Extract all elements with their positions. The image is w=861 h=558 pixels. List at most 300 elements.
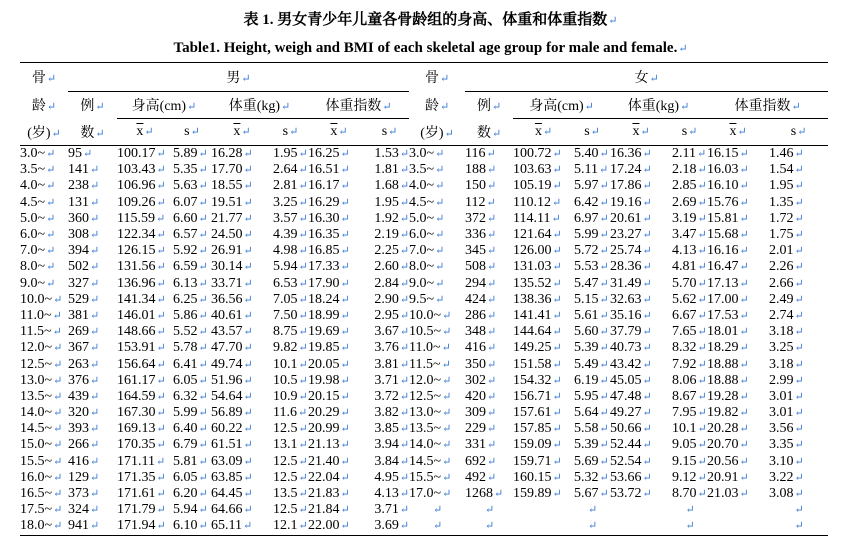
- male-bmi-mean: 19.98↵: [308, 372, 350, 388]
- female-weight-sd: 3.19↵: [672, 210, 707, 226]
- female-age-group: 14.5~↵: [409, 453, 452, 469]
- female-bmi-sd: 1.72↵: [769, 210, 804, 226]
- female-height-mean: 159.09↵: [513, 437, 562, 453]
- male-age-group: 13.5~↵: [20, 388, 63, 404]
- table-row: [20, 308, 828, 324]
- female-weight-mean: 49.27↵: [610, 405, 652, 421]
- male-age-group: 10.0~↵: [20, 291, 63, 307]
- female-weight-mean: 32.63↵: [610, 291, 652, 307]
- male-height-mean: 109.26↵: [117, 194, 166, 210]
- male-bmi-sd: 3.85↵: [374, 421, 410, 437]
- female-age-group: 7.0~↵: [409, 243, 445, 259]
- female-bmi-mean: 17.13↵: [707, 275, 749, 291]
- male-header: 男↵: [68, 63, 409, 92]
- female-height-sd: 5.69↵: [574, 453, 609, 469]
- male-weight-mean: 63.09↵: [211, 453, 253, 469]
- female-count: ↵: [484, 504, 495, 517]
- male-height-sd: 5.35↵: [173, 162, 208, 178]
- female-height-sd: 6.97↵: [574, 210, 609, 226]
- male-age-group: 4.5~↵: [20, 194, 56, 210]
- male-bmi-mean: 19.85↵: [308, 340, 350, 356]
- male-height-sd: 6.40↵: [173, 421, 208, 437]
- male-height-sd: 6.20↵: [173, 486, 208, 502]
- female-bmi-mean-header: $\overline{x}↵$: [707, 119, 769, 146]
- male-weight-sd: 10.5↵: [273, 372, 308, 388]
- male-height-sd: 5.78↵: [173, 340, 208, 356]
- male-bmi-mean: 21.40↵: [308, 453, 350, 469]
- female-height-sd: 5.47↵: [574, 275, 609, 291]
- male-age-group: 13.0~↵: [20, 372, 63, 388]
- male-weight-sd: 12.5↵: [273, 502, 308, 518]
- male-age-group: 8.0~↵: [20, 259, 56, 275]
- female-bmi-mean: 19.82↵: [707, 405, 749, 421]
- female-height-sd: ↵: [587, 520, 598, 533]
- male-bmi-mean: 16.51↵: [308, 162, 350, 178]
- female-weight-sd: 8.06↵: [672, 372, 707, 388]
- male-bmi-sd: 2.19↵: [374, 227, 410, 243]
- female-count: 372↵: [465, 210, 497, 226]
- table-row: [20, 292, 828, 308]
- female-weight-sd: 5.62↵: [672, 291, 707, 307]
- female-weight-mean-header: $\overline{x}↵$: [610, 119, 672, 146]
- female-height-sd: 5.60↵: [574, 324, 609, 340]
- table-row: [20, 437, 828, 453]
- male-height-sd: 6.25↵: [173, 291, 208, 307]
- male-weight-mean: 61.51↵: [211, 437, 253, 453]
- female-weight-mean: 52.44↵: [610, 437, 652, 453]
- female-bmi-sd: 2.26↵: [769, 259, 804, 275]
- female-bmi-mean: 18.29↵: [707, 340, 749, 356]
- male-age-group: 3.5~↵: [20, 162, 56, 178]
- female-bmi-sd: 3.10↵: [769, 453, 804, 469]
- female-height-mean: 141.41↵: [513, 307, 562, 323]
- male-count: 439↵: [68, 388, 100, 404]
- male-weight-mean-header: $\overline{x}↵$: [211, 119, 273, 146]
- female-weight-sd: 6.67↵: [672, 307, 707, 323]
- male-bmi-mean: 20.29↵: [308, 405, 350, 421]
- male-weight-mean: 26.91↵: [211, 243, 253, 259]
- female-height-sd: 6.42↵: [574, 194, 609, 210]
- table-row: [20, 518, 828, 535]
- male-bmi-sd: 3.82↵: [374, 405, 410, 421]
- table-row: [20, 162, 828, 178]
- male-weight-sd: 7.50↵: [273, 307, 308, 323]
- table-row: [20, 373, 828, 389]
- female-bmi-mean: 16.15↵: [707, 146, 749, 162]
- male-bmi-mean: 18.24↵: [308, 291, 350, 307]
- female-height-sd: 5.32↵: [574, 469, 609, 485]
- female-count: 508↵: [465, 259, 497, 275]
- male-height-sd: 5.81↵: [173, 453, 208, 469]
- female-bmi-mean: 20.28↵: [707, 421, 749, 437]
- male-weight-sd: 3.25↵: [273, 194, 308, 210]
- male-height-sd: 6.59↵: [173, 259, 208, 275]
- male-weight-mean: 36.56↵: [211, 291, 253, 307]
- female-height-mean: 121.64↵: [513, 227, 562, 243]
- male-count: 263↵: [68, 356, 100, 372]
- male-bmi-sd: 3.76↵: [374, 340, 410, 356]
- male-age-group: 11.0~↵: [20, 307, 62, 323]
- female-height-sd: 5.39↵: [574, 437, 609, 453]
- female-bmi-sd: 3.25↵: [769, 340, 804, 356]
- female-age-group: 3.0~↵: [409, 146, 445, 162]
- male-bmi-mean: 21.83↵: [308, 486, 350, 502]
- female-height-mean: 105.19↵: [513, 178, 562, 194]
- male-weight-sd: 6.53↵: [273, 275, 308, 291]
- female-count-label-char-1: 例↵: [476, 99, 502, 115]
- female-weight-mean: 47.48↵: [610, 388, 652, 404]
- male-bmi-mean: 18.99↵: [308, 307, 350, 323]
- male-height-sd: 6.41↵: [173, 356, 208, 372]
- female-bmi-mean: 15.76↵: [707, 194, 749, 210]
- female-age-group: 17.0~↵: [409, 486, 452, 502]
- male-height-mean: 100.17↵: [117, 146, 166, 162]
- female-count: 294↵: [465, 275, 497, 291]
- female-header: 女↵: [465, 63, 828, 92]
- male-bmi-sd: 3.94↵: [374, 437, 410, 453]
- male-age-group: 5.0~↵: [20, 210, 56, 226]
- male-bmi-mean: 16.30↵: [308, 210, 350, 226]
- male-weight-mean: 56.89↵: [211, 405, 253, 421]
- male-height-sd: 6.57↵: [173, 227, 208, 243]
- female-bmi-mean: 16.03↵: [707, 162, 749, 178]
- male-count: 324↵: [68, 502, 100, 518]
- male-height-sd: 5.86↵: [173, 307, 208, 323]
- male-height-sd-header: s↵: [173, 119, 211, 146]
- female-height-sd: 5.67↵: [574, 486, 609, 502]
- female-bmi-mean: 15.81↵: [707, 210, 749, 226]
- female-weight-sd: 10.1↵: [672, 421, 707, 437]
- female-weight-sd: ↵: [685, 504, 695, 517]
- female-weight-mean: 53.72↵: [610, 486, 652, 502]
- male-age-group: 16.0~↵: [20, 469, 63, 485]
- female-height-mean: 100.72↵: [513, 146, 562, 162]
- female-weight-mean: 43.42↵: [610, 356, 652, 372]
- female-weight-sd: ↵: [685, 520, 695, 533]
- female-weight-mean: 52.54↵: [610, 453, 652, 469]
- male-height-mean: 148.66↵: [117, 324, 166, 340]
- male-bmi-sd: 2.90↵: [374, 291, 410, 307]
- male-weight-mean: 40.61↵: [211, 307, 253, 323]
- male-count: 367↵: [68, 340, 100, 356]
- female-bmi-sd: 2.66↵: [769, 275, 804, 291]
- female-age-group: 14.0~↵: [409, 437, 452, 453]
- female-bmi-mean: 21.03↵: [707, 486, 749, 502]
- male-age-group: 11.5~↵: [20, 324, 62, 340]
- male-weight-sd: 13.5↵: [273, 486, 308, 502]
- female-weight-mean: 20.61↵: [610, 210, 652, 226]
- male-bmi-sd: 1.81↵: [374, 162, 410, 178]
- male-count: 376↵: [68, 372, 100, 388]
- male-bmi-header: 体重指数↵: [308, 92, 409, 119]
- female-bmi-mean: [707, 518, 769, 535]
- table-row: [20, 227, 828, 243]
- male-height-sd: 6.05↵: [173, 469, 208, 485]
- female-count: 345↵: [465, 243, 497, 259]
- female-height-sd: 5.15↵: [574, 291, 609, 307]
- female-weight-mean: [610, 502, 672, 518]
- female-bmi-mean: 20.91↵: [707, 469, 749, 485]
- female-age-group: 3.5~↵: [409, 162, 445, 178]
- female-weight-mean: 31.49↵: [610, 275, 652, 291]
- male-bmi-sd: 3.71↵: [374, 502, 410, 518]
- male-weight-sd: 12.5↵: [273, 453, 308, 469]
- male-age-group: 18.0~↵: [20, 518, 63, 534]
- female-weight-sd: 7.92↵: [672, 356, 707, 372]
- male-bmi-sd: 1.68↵: [374, 178, 410, 194]
- female-count-label-char-2: 数↵: [465, 119, 513, 146]
- male-height-sd: 6.10↵: [173, 518, 208, 534]
- male-weight-sd: 3.57↵: [273, 210, 308, 226]
- male-bmi-mean-header: $\overline{x}↵$: [308, 119, 370, 146]
- female-weight-mean: 28.36↵: [610, 259, 652, 275]
- female-height-mean: [513, 502, 574, 518]
- male-weight-sd: 11.6↵: [273, 405, 308, 421]
- male-height-sd: 5.92↵: [173, 243, 208, 259]
- male-count: 360↵: [68, 210, 100, 226]
- female-height-sd: 6.19↵: [574, 372, 609, 388]
- male-height-mean: 171.11↵: [117, 453, 166, 469]
- male-bmi-sd: 1.53↵: [374, 146, 410, 162]
- male-weight-sd: 2.64↵: [273, 162, 308, 178]
- male-height-mean: 126.15↵: [117, 243, 166, 259]
- male-height-mean-header: $\overline{x}↵$: [117, 119, 173, 146]
- female-height-sd-header: s↵: [574, 119, 610, 146]
- female-bmi-sd: 1.35↵: [769, 194, 804, 210]
- male-count: 238↵: [68, 178, 100, 194]
- female-bmi-mean: 18.88↵: [707, 372, 749, 388]
- male-height-mean: 171.79↵: [117, 502, 166, 518]
- female-age-group: ↵: [432, 504, 443, 517]
- male-count: 129↵: [68, 469, 100, 485]
- female-bmi-sd: 3.35↵: [769, 437, 804, 453]
- male-weight-header: 体重(kg)↵: [211, 92, 308, 119]
- male-bmi-mean: 20.99↵: [308, 421, 350, 437]
- male-bmi-sd: 2.84↵: [374, 275, 410, 291]
- male-height-mean: 170.35↵: [117, 437, 166, 453]
- female-bmi-sd: 3.01↵: [769, 405, 804, 421]
- male-age-group: 6.0~↵: [20, 227, 56, 243]
- male-height-mean: 164.59↵: [117, 388, 166, 404]
- male-weight-sd: 13.1↵: [273, 437, 308, 453]
- female-bmi-sd-header: s↵: [769, 119, 828, 146]
- table-row: [20, 421, 828, 437]
- male-bmi-mean: 16.25↵: [308, 146, 350, 162]
- male-weight-mean: 17.70↵: [211, 162, 253, 178]
- age-label-char-2: 龄↵: [31, 99, 57, 114]
- table-row: [20, 259, 828, 275]
- male-weight-mean: 64.45↵: [211, 486, 253, 502]
- male-count: 373↵: [68, 486, 100, 502]
- male-height-sd: 5.63↵: [173, 178, 208, 194]
- female-height-sd: 5.97↵: [574, 178, 609, 194]
- female-weight-sd: 8.67↵: [672, 388, 707, 404]
- female-bmi-mean: 16.47↵: [707, 259, 749, 275]
- female-height-mean: 114.11↵: [513, 210, 561, 226]
- table-caption-english: Table1. Height, weigh and BMI of each skeletal age group for male and female.↵: [173, 40, 688, 56]
- female-weight-sd: 2.18↵: [672, 162, 707, 178]
- female-weight-mean: 25.74↵: [610, 243, 652, 259]
- male-count: 529↵: [68, 291, 100, 307]
- female-height-mean: 110.12↵: [513, 194, 562, 210]
- male-weight-sd: 10.1↵: [273, 356, 308, 372]
- female-count: 286↵: [465, 307, 497, 323]
- female-bmi-sd: 3.22↵: [769, 469, 804, 485]
- male-height-mean: 136.96↵: [117, 275, 166, 291]
- male-height-sd: 6.32↵: [173, 388, 208, 404]
- female-count: 692↵: [465, 453, 497, 469]
- female-weight-mean: [610, 518, 672, 535]
- table-caption-chinese: 表 1. 男女青少年儿童各骨龄组的身高、体重和体重指数↵: [243, 12, 618, 28]
- female-height-mean: 156.71↵: [513, 388, 562, 404]
- female-bmi-sd: ↵: [794, 504, 804, 517]
- female-weight-mean: 53.66↵: [610, 469, 652, 485]
- female-height-mean: 159.71↵: [513, 453, 562, 469]
- female-age-group: 5.0~↵: [409, 210, 445, 226]
- table-row: [20, 211, 828, 227]
- data-table: [20, 62, 828, 536]
- male-age-group: 7.0~↵: [20, 243, 56, 259]
- female-bmi-sd: 1.75↵: [769, 227, 804, 243]
- female-bmi-mean: 18.01↵: [707, 324, 749, 340]
- male-age-group: 14.0~↵: [20, 405, 63, 421]
- female-age-label-char-1: 骨↵: [424, 71, 450, 87]
- female-height-header: 身高(cm)↵: [513, 92, 610, 119]
- male-bmi-mean: 19.69↵: [308, 324, 350, 340]
- male-bmi-mean: 16.29↵: [308, 194, 350, 210]
- female-height-sd: 5.72↵: [574, 243, 609, 259]
- female-bmi-mean: 17.53↵: [707, 307, 749, 323]
- male-height-sd: 5.99↵: [173, 405, 208, 421]
- female-bmi-sd: 2.01↵: [769, 243, 804, 259]
- male-height-mean: 171.61↵: [117, 486, 166, 502]
- female-height-mean: [513, 518, 574, 535]
- female-weight-sd: 7.95↵: [672, 405, 707, 421]
- female-height-sd: 5.11↵: [574, 162, 609, 178]
- male-weight-mean: 33.71↵: [211, 275, 253, 291]
- female-age-group: 13.0~↵: [409, 405, 452, 421]
- male-height-sd: 5.94↵: [173, 502, 208, 518]
- table-row: [20, 276, 828, 292]
- female-bmi-mean: [707, 502, 769, 518]
- male-age-group: 16.5~↵: [20, 486, 63, 502]
- female-bmi-sd: 1.54↵: [769, 162, 804, 178]
- female-height-mean-header: $\overline{x}↵$: [513, 119, 574, 146]
- female-bmi-sd: 1.46↵: [769, 146, 804, 162]
- table-row: [20, 324, 828, 340]
- female-bmi-sd: 1.95↵: [769, 178, 804, 194]
- female-age-group: 10.0~↵: [409, 307, 452, 323]
- female-age-group: 8.0~↵: [409, 259, 445, 275]
- male-count: 320↵: [68, 405, 100, 421]
- male-weight-mean: 30.14↵: [211, 259, 253, 275]
- female-weight-sd: 2.85↵: [672, 178, 707, 194]
- male-weight-sd: 4.98↵: [273, 243, 308, 259]
- male-weight-sd: 1.95↵: [273, 146, 308, 162]
- female-age-group: 11.0~↵: [409, 340, 451, 356]
- female-count: 188↵: [465, 162, 497, 178]
- female-weight-sd: 5.70↵: [672, 275, 707, 291]
- table-row: [20, 470, 828, 486]
- age-label-char-1: 骨↵: [31, 71, 57, 87]
- female-bmi-header: 体重指数↵: [707, 92, 828, 119]
- female-bmi-mean: 16.10↵: [707, 178, 749, 194]
- male-weight-mean: 60.22↵: [211, 421, 253, 437]
- male-weight-mean: 51.96↵: [211, 372, 253, 388]
- male-height-mean: 153.91↵: [117, 340, 166, 356]
- male-age-group: 15.5~↵: [20, 453, 63, 469]
- age-label-char-3: (岁)↵: [20, 119, 68, 146]
- male-weight-sd: 12.1↵: [273, 518, 308, 534]
- male-weight-mean: 19.51↵: [211, 194, 253, 210]
- male-count: 416↵: [68, 453, 100, 469]
- female-weight-sd: 4.13↵: [672, 243, 707, 259]
- female-height-sd: 5.53↵: [574, 259, 609, 275]
- male-height-sd: 5.52↵: [173, 324, 208, 340]
- male-weight-sd-header: s↵: [273, 119, 308, 146]
- male-height-mean: 171.94↵: [117, 518, 166, 534]
- male-age-group: 12.0~↵: [20, 340, 63, 356]
- male-weight-sd: 2.81↵: [273, 178, 308, 194]
- female-weight-sd: 8.32↵: [672, 340, 707, 356]
- male-bmi-mean: 22.00↵: [308, 518, 350, 534]
- male-height-sd: 6.13↵: [173, 275, 208, 291]
- female-age-group: 9.5~↵: [409, 291, 445, 307]
- male-bmi-sd: 1.95↵: [374, 194, 410, 210]
- male-count: 941↵: [68, 518, 100, 534]
- male-bmi-mean: 21.84↵: [308, 502, 350, 518]
- female-height-mean: 160.15↵: [513, 469, 562, 485]
- female-weight-mean: 23.27↵: [610, 227, 652, 243]
- female-height-sd: ↵: [587, 504, 598, 517]
- female-height-mean: 149.25↵: [513, 340, 562, 356]
- female-age-group: 11.5~↵: [409, 356, 451, 372]
- male-weight-mean: 64.66↵: [211, 502, 253, 518]
- female-height-mean: 151.58↵: [513, 356, 562, 372]
- female-bmi-mean: 20.56↵: [707, 453, 749, 469]
- female-age-group: 12.5~↵: [409, 388, 452, 404]
- female-count: 331↵: [465, 437, 497, 453]
- female-height-mean: 126.00↵: [513, 243, 562, 259]
- male-height-mean: 141.34↵: [117, 291, 166, 307]
- male-bmi-sd: 2.25↵: [374, 243, 410, 259]
- female-weight-mean: 45.05↵: [610, 372, 652, 388]
- female-count: 336↵: [465, 227, 497, 243]
- male-bmi-mean: 17.33↵: [308, 259, 350, 275]
- male-count: 327↵: [68, 275, 100, 291]
- male-age-group: 3.0~↵: [20, 146, 56, 162]
- male-age-group: 14.5~↵: [20, 421, 63, 437]
- male-height-mean: 115.59↵: [117, 210, 166, 226]
- female-count: 424↵: [465, 291, 497, 307]
- female-height-sd: 5.61↵: [574, 307, 609, 323]
- table-row: [20, 486, 828, 502]
- male-height-sd: 6.07↵: [173, 194, 208, 210]
- table-row: [20, 178, 828, 194]
- table-row: [20, 454, 828, 470]
- female-weight-mean: 16.36↵: [610, 146, 652, 162]
- male-age-group: 15.0~↵: [20, 437, 63, 453]
- female-count: ↵: [484, 520, 495, 533]
- female-weight-sd: 8.70↵: [672, 486, 707, 502]
- male-age-group: 12.5~↵: [20, 356, 63, 372]
- male-height-header: 身高(cm)↵: [117, 92, 211, 119]
- female-height-sd: 5.64↵: [574, 405, 609, 421]
- table-row: [20, 340, 828, 356]
- male-bmi-sd: 3.72↵: [374, 388, 410, 404]
- male-age-group: 9.0~↵: [20, 275, 56, 291]
- male-bmi-mean: 21.13↵: [308, 437, 350, 453]
